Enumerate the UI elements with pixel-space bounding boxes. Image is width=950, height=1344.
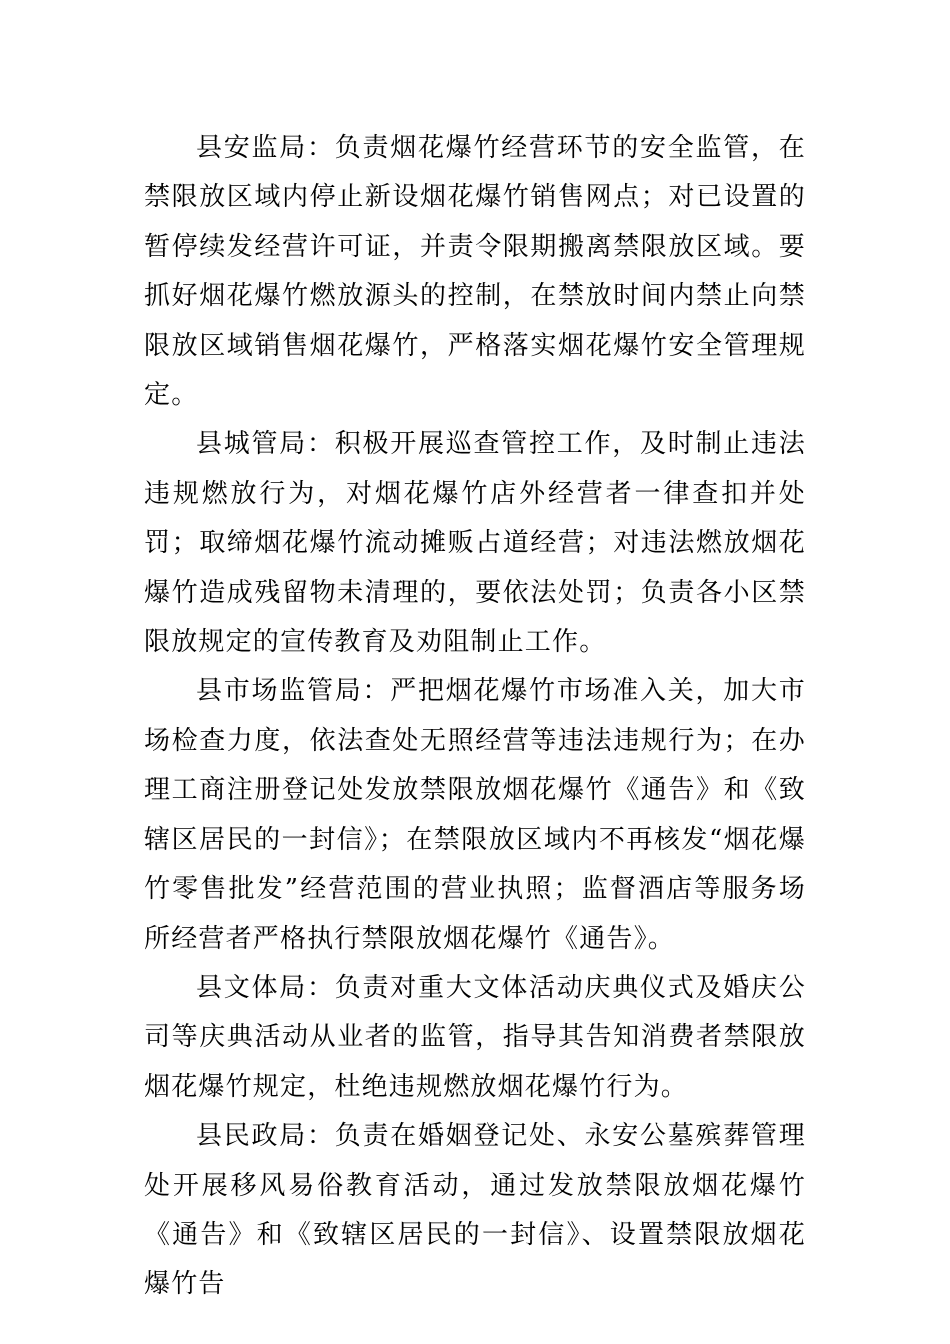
- paragraph-safety-bureau: 县安监局：负责烟花爆竹经营环节的安全监管，在禁限放区域内停止新设烟花爆竹销售网点；对已设置的暂停续发经营许可证，并责令限期搬离禁限放区域。要抓好烟花爆竹燃放源头的控制，在禁放时间内禁止向禁限放区域销售烟花爆竹，严格落实烟花爆竹安全管理规定。: [144, 133, 806, 411]
- document-body: [144, 124, 806, 1310]
- paragraph-urban-management-bureau: 县城管局：积极开展巡查管控工作，及时制止违法违规燃放行为，对烟花爆竹店外经营者一律查扣并处罚；取缔烟花爆竹流动摊贩占道经营；对违法燃放烟花爆竹造成残留物未清理的，要依法处罚；负责各小区禁限放规定的宣传教育及劝阻制止工作。: [144, 429, 806, 658]
- paragraph-market-supervision-bureau: 县市场监管局：严把烟花爆竹市场准入关，加大市场检查力度，依法查处无照经营等违法违规行为；在办理工商注册登记处发放禁限放烟花爆竹《通告》和《致辖区居民的一封信》；在禁限放区域内不再核发“烟花爆竹零售批发”经营范围的营业执照；监督酒店等服务场所经营者严格执行禁限放烟花爆竹《通告》。: [144, 676, 806, 954]
- paragraph-civil-affairs-bureau: 县民政局：负责在婚姻登记处、永安公墓殡葬管理处开展移风易俗教育活动，通过发放禁限放烟花爆竹《通告》和《致辖区居民的一封信》、设置禁限放烟花爆竹告: [144, 1121, 806, 1300]
- paragraph-culture-sports-bureau: 县文体局：负责对重大文体活动庆典仪式及婚庆公司等庆典活动从业者的监管，指导其告知消费者禁限放烟花爆竹规定，杜绝违规燃放烟花爆竹行为。: [144, 972, 806, 1102]
